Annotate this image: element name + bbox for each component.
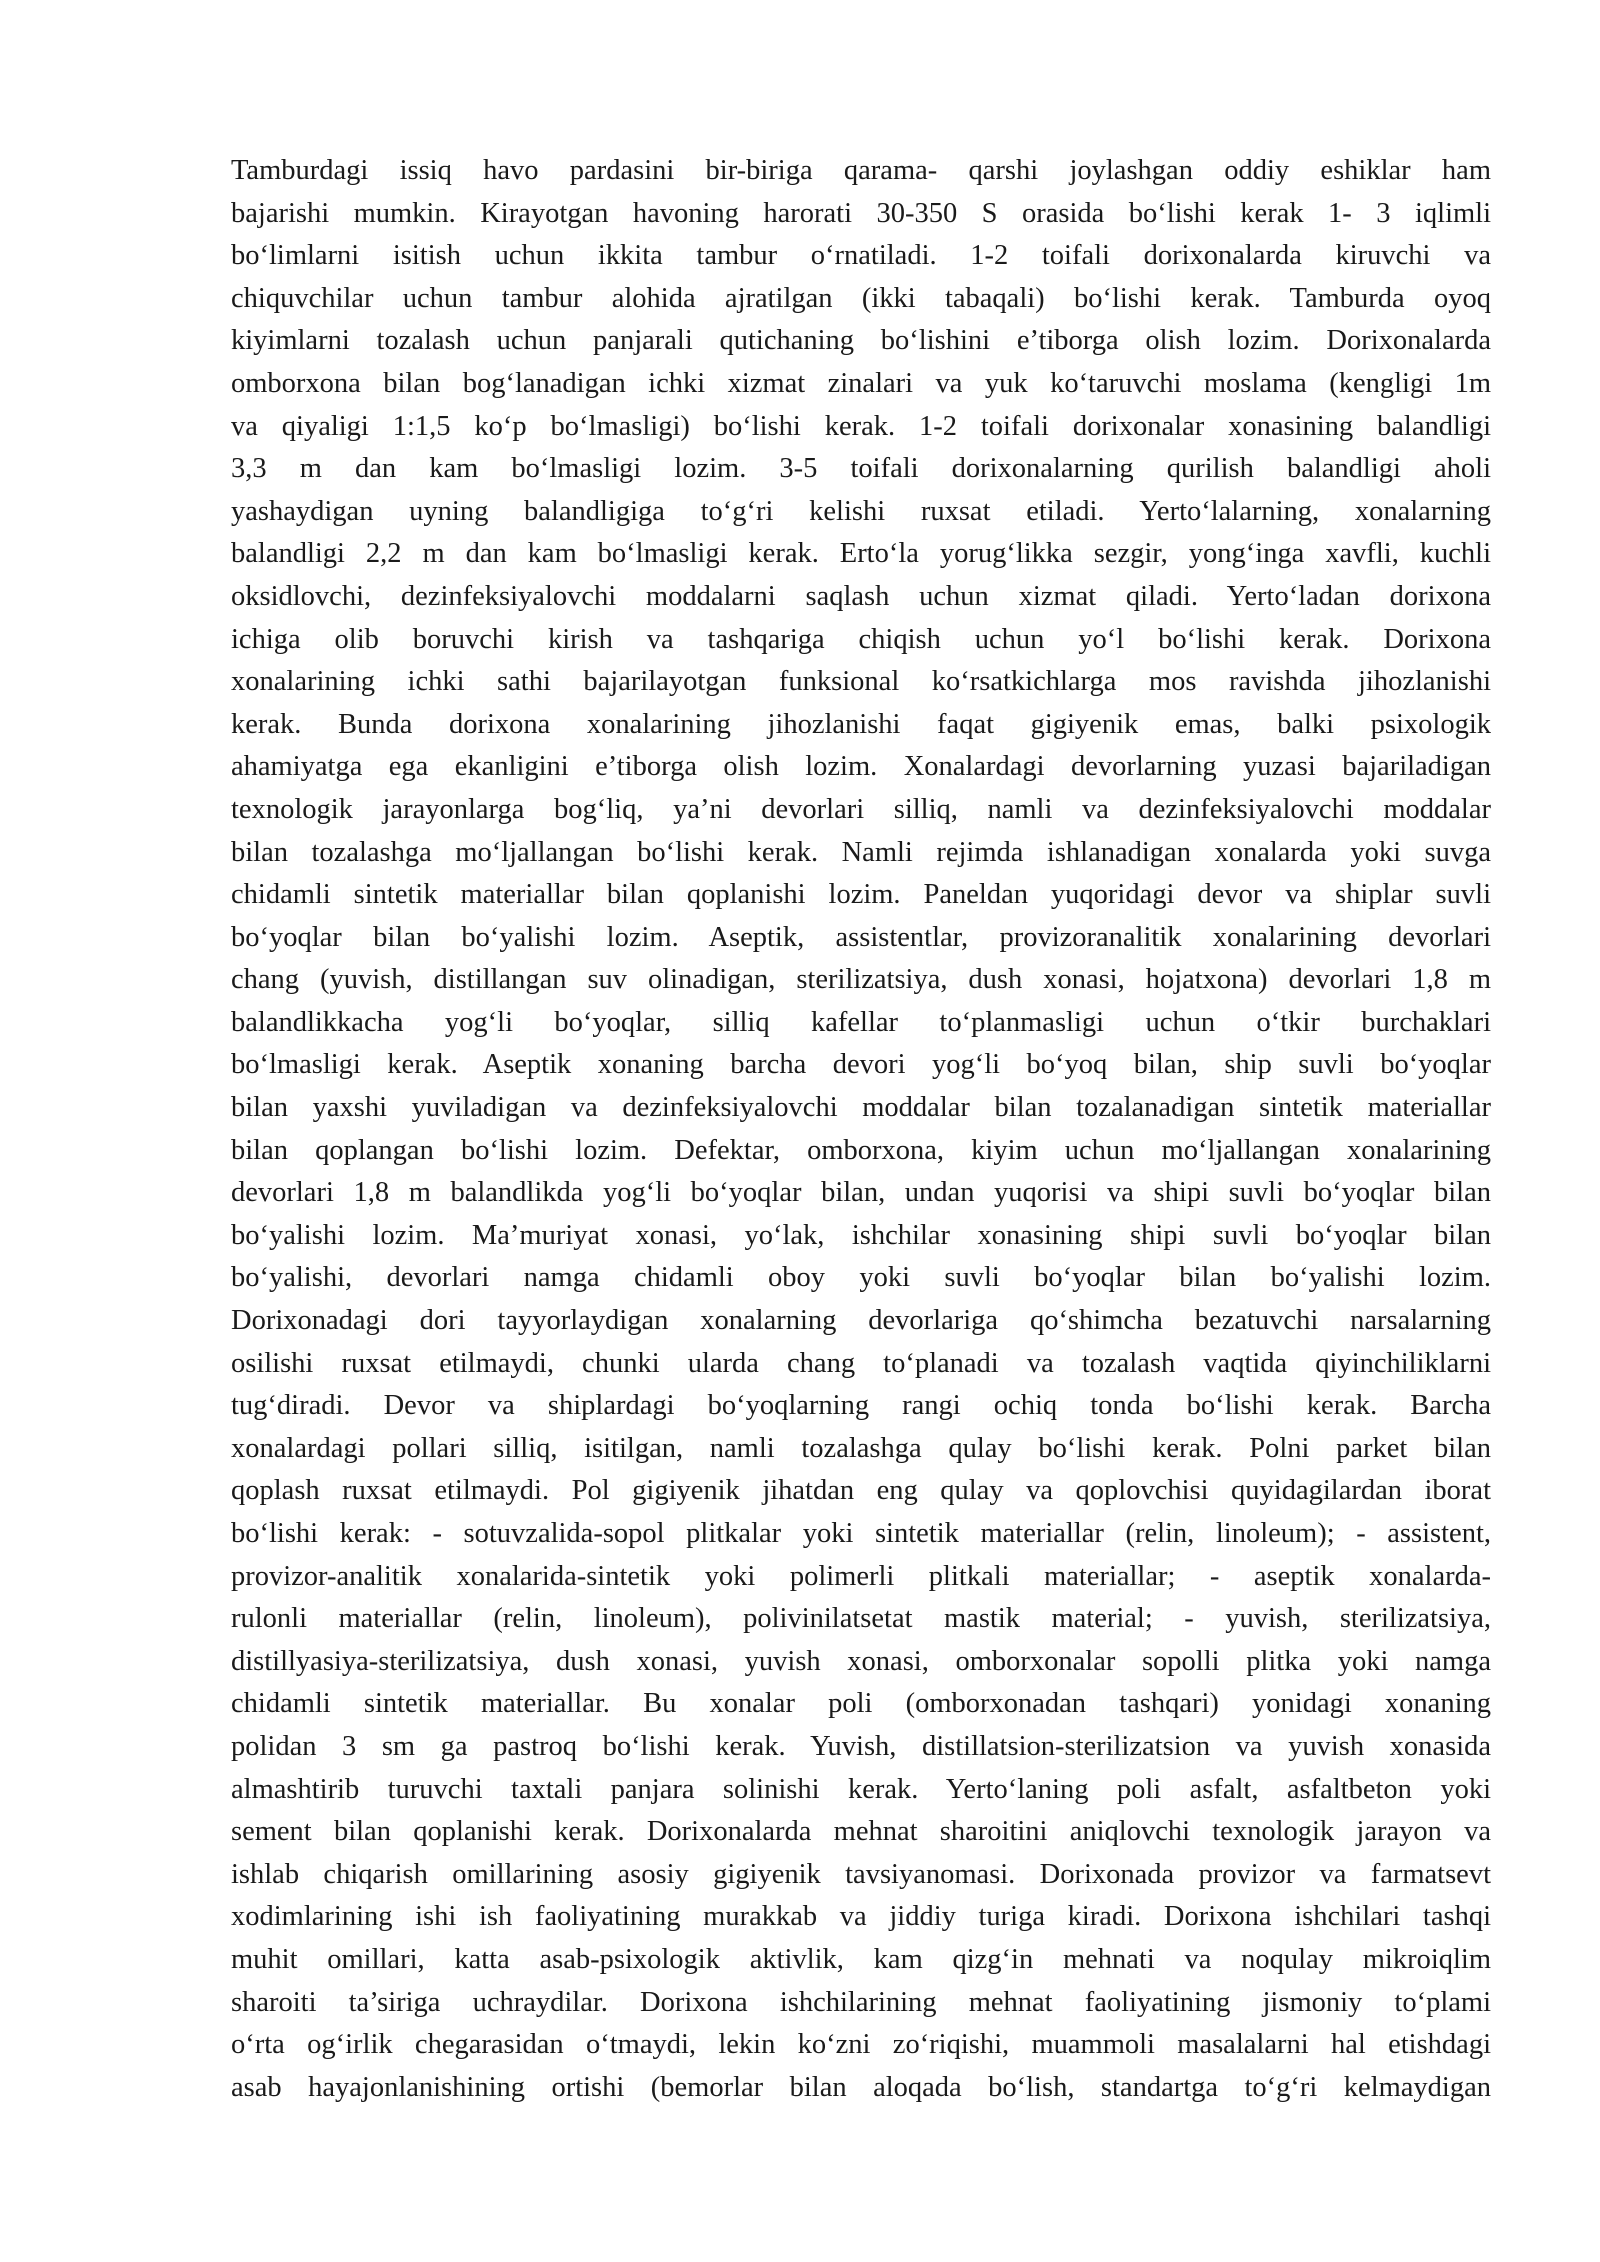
text-line: bo‘lishi kerak: - sotuvzalida-sopol plitkalar yoki sintetik materiallar (relin, linoleum); - assistent, xyxy=(231,1518,1491,1549)
text-line: chiquvchilar uchun tambur alohida ajratilgan (ikki tabaqali) bo‘lishi kerak. Tamburda oyoq xyxy=(231,282,1491,314)
text-line: osilishi ruxsat etilmaydi, chunki ularda chang to‘planadi va tozalash vaqtida qiyinchiliklarni xyxy=(231,1347,1491,1379)
text-line: rulonli materiallar (relin, linoleum), polivinilatsetat mastik material; - yuvish, sterilizatsiya, xyxy=(231,1603,1491,1635)
text-line: almashtirib turuvchi taxtali panjara solinishi kerak. Yerto‘laning poli asfalt, asfaltbeton yoki xyxy=(231,1773,1491,1805)
text-line: tug‘diradi. Devor va shiplardagi bo‘yoqlarning rangi ochiq tonda bo‘lishi kerak. Barcha xyxy=(231,1390,1491,1422)
text-line: bilan tozalashga mo‘ljallangan bo‘lishi kerak. Namli rejimda ishlanadigan xonalarda yoki suvga xyxy=(231,836,1491,868)
text-line: balandlikkacha yog‘li bo‘yoqlar, silliq kafellar to‘planmasligi uchun o‘tkir burchaklari xyxy=(231,1006,1491,1038)
text-line: Dorixonadagi dori tayyorlaydigan xonalarning devorlariga qo‘shimcha bezatuvchi narsalarning xyxy=(231,1305,1491,1337)
text-line: Tamburdagi issiq havo pardasini bir-biriga qarama- qarshi joylashgan oddiy eshiklar ham xyxy=(231,155,1491,186)
text-line: xodimlarining ishi ish faoliyatining murakkab va jiddiy turiga kiradi. Dorixona ishchilari tashqi xyxy=(231,1901,1491,1933)
text-line: bo‘yalishi lozim. Ma’muriyat xonasi, yo‘lak, ishchilar xonasining shipi suvli bo‘yoqlar bilan xyxy=(231,1219,1491,1251)
text-line: sharoiti ta’siriga uchraydilar. Dorixona ishchilarining mehnat faoliyatining jismoniy to‘plami xyxy=(231,1986,1491,2018)
text-line: bo‘limlarni isitish uchun ikkita tambur o‘rnatiladi. 1-2 toifali dorixonalarda kiruvchi va xyxy=(231,240,1491,272)
text-line: distillyasiya-sterilizatsiya, dush xonasi, yuvish xonasi, omborxonalar sopolli plitka yoki namga xyxy=(231,1645,1491,1677)
text-line: asab hayajonlanishining ortishi (bemorlar bilan aloqada bo‘lish, standartga to‘g‘ri kelmaydigan xyxy=(231,2071,1491,2103)
text-line: chidamli sintetik materiallar bilan qoplanishi lozim. Paneldan yuqoridagi devor va shiplar suvli xyxy=(231,879,1491,911)
text-line: chang (yuvish, distillangan suv olinadigan, sterilizatsiya, dush xonasi, hojatxona) devorlari 1,8 m xyxy=(231,964,1491,996)
text-line: sement bilan qoplanishi kerak. Dorixonalarda mehnat sharoitini aniqlovchi texnologik jarayon va xyxy=(231,1816,1491,1848)
text-line: xonalarining ichki sathi bajarilayotgan funksional ko‘rsatkichlarga mos ravishda jihozlanishi xyxy=(231,666,1491,698)
text-line: chidamli sintetik materiallar. Bu xonalar poli (omborxonadan tashqari) yonidagi xonaning xyxy=(231,1688,1491,1720)
text-line: ahamiyatga ega ekanligini e’tiborga olish lozim. Xonalardagi devorlarning yuzasi bajariladigan xyxy=(231,751,1491,783)
text-line: va qiyaligi 1:1,5 ko‘p bo‘lmasligi) bo‘lishi kerak. 1-2 toifali dorixonalar xonasining balandligi xyxy=(231,410,1491,442)
text-line: oksidlovchi, dezinfeksiyalovchi moddalarni saqlash uchun xizmat qiladi. Yerto‘ladan dorixona xyxy=(231,580,1491,612)
text-line: muhit omillari, katta asab-psixologik aktivlik, kam qizg‘in mehnati va noqulay mikroiqlim xyxy=(231,1943,1491,1975)
text-line: devorlari 1,8 m balandlikda yog‘li bo‘yoqlar bilan, undan yuqorisi va shipi suvli bo‘yoqlar bilan xyxy=(231,1177,1491,1209)
text-line: polidan 3 sm ga pastroq bo‘lishi kerak. Yuvish, distillatsion-sterilizatsion va yuvish xonasida xyxy=(231,1730,1491,1762)
text-line: bo‘yalishi, devorlari namga chidamli oboy yoki suvli bo‘yoqlar bilan bo‘yalishi lozim. xyxy=(231,1262,1491,1294)
text-line: yashaydigan uyning balandligiga to‘g‘ri kelishi ruxsat etiladi. Yerto‘lalarning, xonalarning xyxy=(231,495,1491,527)
text-line: o‘rta og‘irlik chegarasidan o‘tmaydi, lekin ko‘zni zo‘riqishi, muammoli masalalarni hal etishdagi xyxy=(231,2029,1491,2061)
text-line: kerak. Bunda dorixona xonalarining jihozlanishi faqat gigiyenik emas, balki psixologik xyxy=(231,708,1491,740)
text-line: qoplash ruxsat etilmaydi. Pol gigiyenik jihatdan eng qulay va qoplovchisi quyidagilardan iborat xyxy=(231,1475,1491,1507)
text-line: bilan qoplangan bo‘lishi lozim. Defektar, omborxona, kiyim uchun mo‘ljallangan xonalarining xyxy=(231,1134,1491,1166)
text-line: provizor-analitik xonalarida-sintetik yoki polimerli plitkali materiallar; - aseptik xonalarda- xyxy=(231,1560,1491,1592)
text-line: bo‘lmasligi kerak. Aseptik xonaning barcha devori yog‘li bo‘yoq bilan, ship suvli bo‘yoqlar xyxy=(231,1049,1491,1081)
text-line: kiyimlarni tozalash uchun panjarali qutichaning bo‘lishini e’tiborga olish lozim. Dorixonalarda xyxy=(231,325,1491,357)
text-line: ichiga olib boruvchi kirish va tashqariga chiqish uchun yo‘l bo‘lishi kerak. Dorixona xyxy=(231,623,1491,655)
body-text xyxy=(231,150,1491,2109)
text-line: texnologik jarayonlarga bog‘liq, ya’ni devorlari silliq, namli va dezinfeksiyalovchi moddalar xyxy=(231,793,1491,825)
text-line: omborxona bilan bog‘lanadigan ichki xizmat zinalari va yuk ko‘taruvchi moslama (kengligi 1m xyxy=(231,367,1491,399)
text-line: bajarishi mumkin. Kirayotgan havoning harorati 30-350 S orasida bo‘lishi kerak 1- 3 iqlimli xyxy=(231,197,1491,229)
text-line: bo‘yoqlar bilan bo‘yalishi lozim. Aseptik, assistentlar, provizoranalitik xonalarining devorlari xyxy=(231,921,1491,953)
text-line: balandligi 2,2 m dan kam bo‘lmasligi kerak. Erto‘la yorug‘likka sezgir, yong‘inga xavfli, kuchli xyxy=(231,538,1491,570)
text-line: 3,3 m dan kam bo‘lmasligi lozim. 3-5 toifali dorixonalarning qurilish balandligi aholi xyxy=(231,453,1491,485)
text-line: bilan yaxshi yuviladigan va dezinfeksiyalovchi moddalar bilan tozalanadigan sintetik materiallar xyxy=(231,1092,1491,1124)
text-line: ishlab chiqarish omillarining asosiy gigiyenik tavsiyanomasi. Dorixonada provizor va farmatsevt xyxy=(231,1858,1491,1890)
text-line: xonalardagi pollari silliq, isitilgan, namli tozalashga qulay bo‘lishi kerak. Polni parket bilan xyxy=(231,1432,1491,1464)
